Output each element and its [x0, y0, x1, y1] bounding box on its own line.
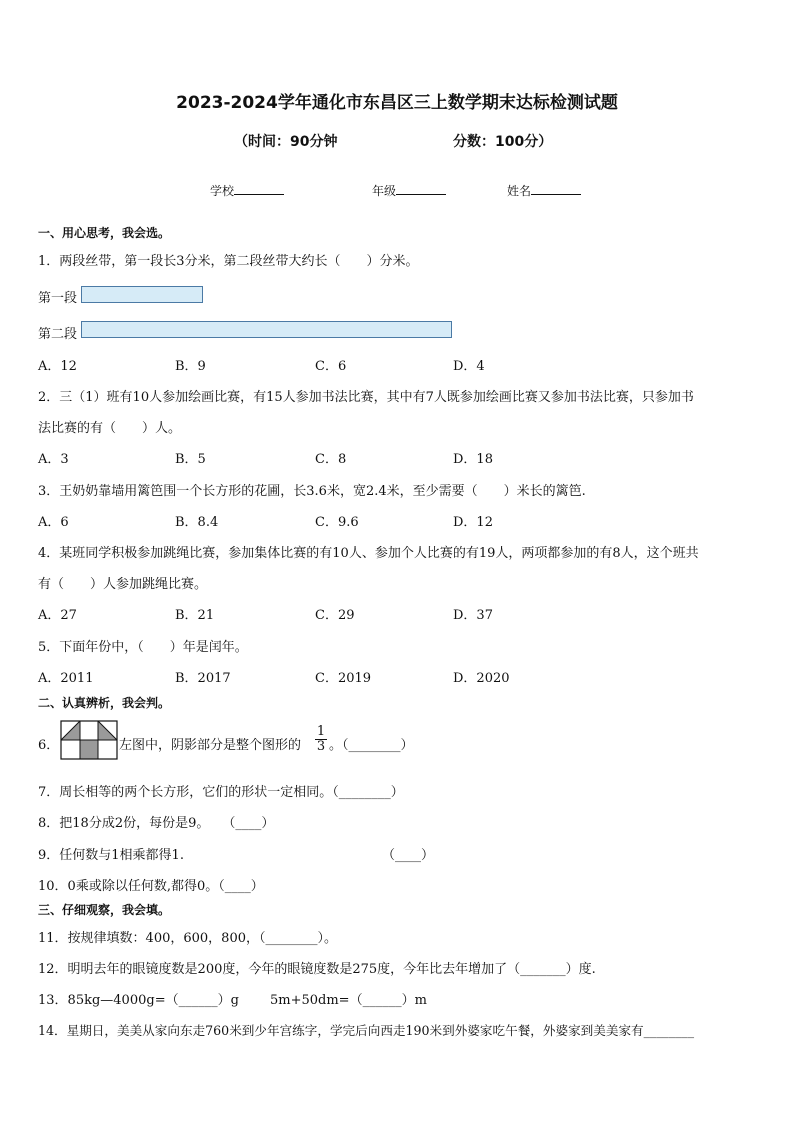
q4-option-b: B．21: [175, 608, 215, 623]
q5-text: 5．下面年份中，（ ）年是闰年。: [38, 640, 248, 655]
school-blank: [234, 182, 284, 195]
section2-heading: 二、认真辨析，我会判。: [38, 696, 171, 710]
q6-answer-blank: 。（________）: [329, 738, 414, 753]
q4-option-a: A．27: [38, 608, 77, 623]
grade-field: [372, 182, 446, 199]
page-title: 2023-2024学年通化市东昌区三上数学期末达标检测试题: [176, 93, 618, 113]
q4-line1: 4．某班同学积极参加跳绳比赛，参加集体比赛的有10人、参加个人比赛的有19人，两项都参加的有8人，这个班共: [38, 546, 699, 561]
q5-option-b: B．2017: [175, 671, 231, 686]
exam-time: （时间：90分钟: [234, 134, 338, 150]
name-label: 姓名: [507, 184, 532, 198]
q1-label-2: 第二段: [38, 327, 78, 342]
q5-option-d: D．2020: [453, 671, 510, 686]
name-field: [507, 182, 581, 199]
q10-text: 10．0乘或除以任何数,都得0。（____）: [38, 879, 264, 894]
q14-text: 14．星期日，美美从家向东走760米到少年宫练字，学完后向西走190米到外婆家吃午餐，外婆家到美美家有________: [38, 1023, 695, 1038]
q13-part2: 5m+50dm=（______）m: [270, 993, 427, 1008]
q1-option-c: C．6: [315, 359, 347, 374]
q6-number: 6．: [38, 738, 60, 753]
exam-score: 分数：100分）: [453, 134, 553, 150]
q3-option-b: B．8.4: [175, 515, 219, 530]
section1-heading: 一、用心思考，我会选。: [38, 226, 171, 240]
q3-option-c: C．9.6: [315, 515, 359, 530]
grade-label: 年级: [372, 184, 397, 198]
name-blank: [531, 182, 581, 195]
q2-line2: 法比赛的有（ ）人。: [38, 421, 182, 436]
q4-option-d: D．37: [453, 608, 493, 623]
fraction-denominator: 3: [316, 739, 326, 754]
q12-text: 12．明明去年的眼镜度数是200度，今年的眼镜度数是275度，今年比去年增加了（_______）度.: [38, 962, 596, 977]
fraction-numerator: 1: [316, 724, 326, 739]
q9-text: 9．任何数与1相乘都得1.: [38, 848, 184, 863]
q5-option-a: A．2011: [38, 671, 94, 686]
grade-blank: [396, 182, 446, 195]
q7-text: 7．周长相等的两个长方形，它们的形状一定相同。（________）: [38, 785, 404, 800]
q2-option-b: B．5: [175, 452, 206, 467]
q6-text: 左图中，阴影部分是整个图形的: [119, 738, 302, 753]
q1-option-b: B．9: [175, 359, 206, 374]
school-label: 学校: [210, 184, 235, 198]
q5-option-c: C．2019: [315, 671, 372, 686]
ribbon-2-bar: [81, 321, 452, 338]
q11-text: 11．按规律填数：400，600，800，（________）。: [38, 931, 337, 946]
ribbon-1-bar: [81, 286, 203, 303]
q2-option-c: C．8: [315, 452, 347, 467]
q13-part1: 13．85kg—4000g=（______）g: [38, 993, 239, 1008]
q1-option-a: A．12: [38, 359, 77, 374]
q6-shaded-figure: [60, 720, 118, 760]
q1-label-1: 第一段: [38, 291, 78, 306]
shaded-square: [80, 740, 98, 759]
q1-text: 1．两段丝带，第一段长3分米，第二段丝带大约长（ ）分米。: [38, 254, 419, 269]
q4-line2: 有（ ）人参加跳绳比赛。: [38, 577, 208, 592]
q3-option-d: D．12: [453, 515, 493, 530]
q3-text: 3．王奶奶靠墙用篱笆围一个长方形的花圃，长3.6米，宽2.4米，至少需要（ ）米长的篱笆.: [38, 484, 586, 499]
q2-option-a: A．3: [38, 452, 69, 467]
school-field: [210, 182, 284, 199]
q2-line1: 2．三（1）班有10人参加绘画比赛，有15人参加书法比赛，其中有7人既参加绘画比赛又参加书法比赛，只参加书: [38, 390, 694, 405]
q9-answer-blank: （____）: [382, 848, 435, 863]
q3-option-a: A．6: [38, 515, 69, 530]
q8-text: 8．把18分成2份，每份是9。 （____）: [38, 816, 275, 831]
q4-option-c: C．29: [315, 608, 355, 623]
q2-option-d: D．18: [453, 452, 493, 467]
q1-option-d: D．4: [453, 359, 485, 374]
q6-fraction: [315, 725, 327, 754]
section3-heading: 三、仔细观察，我会填。: [38, 903, 171, 917]
